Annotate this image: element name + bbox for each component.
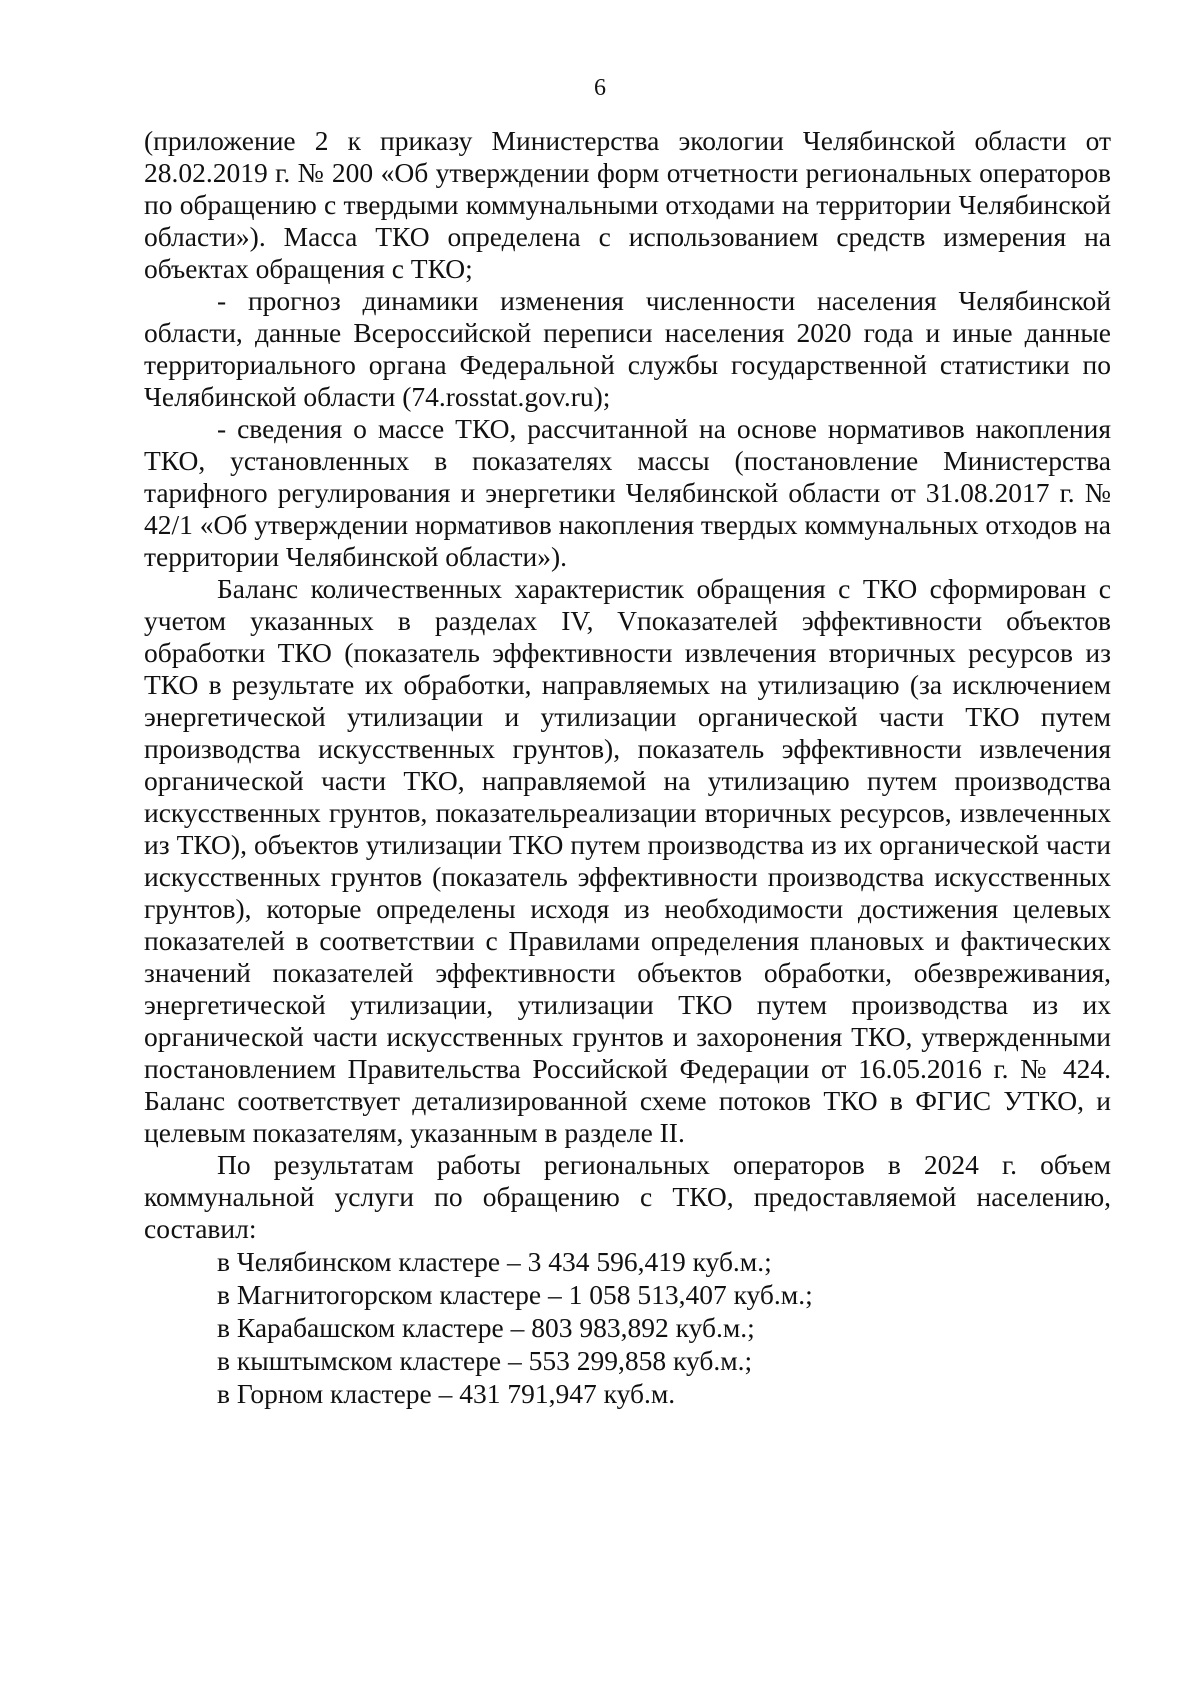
list-item-gorny-cluster: в Горном кластере – 431 791,947 куб.м. (217, 1378, 676, 1409)
cluster-volume-list (144, 1245, 1111, 1410)
list-item-kyshtym-cluster: в кыштымском кластере – 553 299,858 куб.м.; (217, 1345, 753, 1376)
list-item-chelyabinsk-cluster: в Челябинском кластере – 3 434 596,419 куб.м.; (217, 1246, 772, 1277)
paragraph-service-volume-intro: По результатам работы региональных операторов в 2024 г. объем коммунальной услуги по обращению с ТКО, предоставляемой населению, составил: (144, 1149, 1111, 1244)
paragraph-tko-mass-info: - сведения о массе ТКО, рассчитанной на основе нормативов накопления ТКО, установленных в показателях массы (постановление Министерства тарифного регулирования и энергетики Челябинской области от 31.08.2017 г. № 42/1 «Об утверждении нормативов накопления твердых коммунальных отходов на территории Челябинской области»). (144, 413, 1112, 572)
page-number: 6 (594, 75, 606, 101)
document-body (144, 125, 1111, 1410)
list-item-magnitogorsk-cluster: в Магнитогорском кластере – 1 058 513,407 куб.м.; (217, 1279, 813, 1310)
paragraph-population-forecast: - прогноз динамики изменения численности населения Челябинской области, данные Всероссийской переписи населения 2020 года и иные данные территориального органа Федеральной службы государственной статистики по Челябинской области (74.rosstat.gov.ru); (144, 285, 1111, 412)
paragraph-appendix-reference: (приложение 2 к приказу Министерства экологии Челябинской области от 28.02.2019 г. № 200 «Об утверждении форм отчетности региональных операторов по обращению с твердыми коммунальными отходами на территории Челябинской области»). Масса ТКО определена с использованием средств измерения на объектах обращения с ТКО; (144, 125, 1111, 284)
list-item-karabash-cluster: в Карабашском кластере – 803 983,892 куб.м.; (217, 1312, 755, 1343)
paragraph-balance-description: Баланс количественных характеристик обращения с ТКО сформирован с учетом указанных в разделах IV, Vпоказателей эффективности объектов обработки ТКО (показатель эффективности извлечения вторичных ресурсов из ТКО в результате их обработки, направляемых на утилизацию (за исключением энергетической утилизации и утилизации органической части ТКО путем производства искусственных грунтов), показатель эффективности извлечения органической части ТКО, направляемой на утилизацию путем производства искусственных грунтов, показательреализации вторичных ресурсов, извлеченных из ТКО), объектов утилизации ТКО путем производства из их органической части искусственных грунтов (показатель эффективности производства искусственных грунтов), которые определены исходя из необходимости достижения целевых показателей в соответствии с Правилами определения плановых и фактических значений показателей эффективности объектов обработки, обезвреживания, энергетической утилизации, утилизации ТКО путем производства из их органической части искусственных грунтов и захоронения ТКО, утвержденными постановлением Правительства Российской Федерации от 16.05.2016 г. № 424. Баланс соответствует детализированной схеме потоков ТКО в ФГИС УТКО, и целевым показателям, указанным в разделе II. (144, 573, 1111, 1148)
